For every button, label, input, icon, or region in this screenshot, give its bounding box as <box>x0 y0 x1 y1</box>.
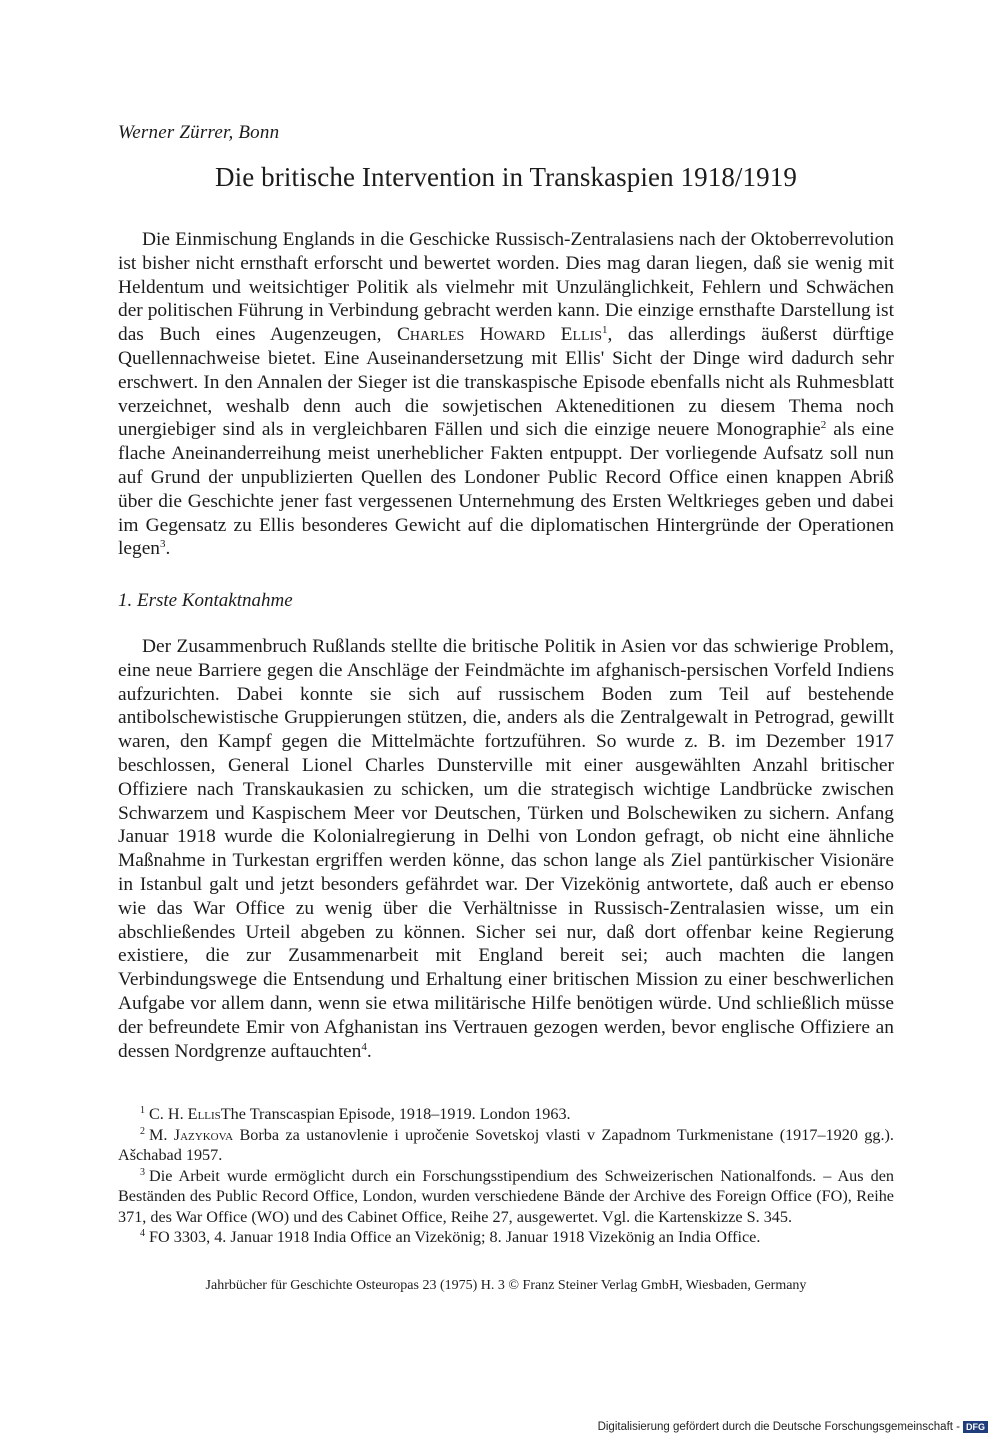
footnote-number: 4 <box>140 1228 145 1239</box>
footnote <box>118 1227 894 1248</box>
intro-text-4: . <box>165 538 171 560</box>
author-line: Werner Zürrer, Bonn <box>118 122 280 143</box>
footnote-ref-2[interactable]: 2 <box>820 419 827 432</box>
section-text-2: . <box>366 1040 372 1062</box>
section-heading: 1. Erste Kontaktnahme <box>118 590 293 611</box>
footnote <box>118 1166 894 1228</box>
section-text-1: Der Zusammenbruch Rußlands stellte die britische Politik in Asien vor das schwierige Problem, eine neue Barriere gegen die Anschläge der Feindmächte im afghanisch-persischen Vorfeld Indiens aufzurichten. Dabei konnte sie sich auf russischem Boden zum Teil auf bestehende antibolschewistische Gruppierungen stützen, die, anders als die Zentralgewalt in Petrograd, gewillt waren, den Kampf gegen die Mittelmächte fortzuführen. So wurde z. B. im Dezember 1917 beschlossen, General Lionel Charles Dunsterville mit einer ausgewählten Anzahl britischer Offiziere nach Transkaukasien zu schicken, um die strategisch wichtige Landbrücke zwischen Schwarzem und Kaspischem Meer vor Deutschen, Türken und Bolschewiken zu sichern. Anfang Januar 1918 wurde die Kolonialregierung in Delhi von London gefragt, ob nicht eine ähnliche Maßnahme in Turkestan ergriffen werden könne, das schon lange als Ziel pantürkischer Visionäre in Istanbul galt und jetzt besonders gefährdet war. Der Vizekönig antwortete, daß auch er ebenso wie das War Office zu wenig über die Verhältnisse in Russisch-Zentralasien wisse, um ein abschließendes Urteil abgeben zu können. Sicher sei nur, daß dort offenbar keine Regierung existiere, die zur Zusammenarbeit mit England bereit sei; auch machten die langen Verbindungswege die Entsendung und Erhaltung einer britischen Mission zu einer beschwerlichen Aufgabe vor allem dann, wenn sie etwa militärische Hilfe benötigen würde. Und schließlich müsse der befreundete Emir von Afghanistan ins Vertrauen gezogen werden, bevor englische Offiziere an dessen Nordgrenze auftauchten <box>118 636 894 1062</box>
article-title: Die britische Intervention in Transkaspien 1918/1919 <box>215 162 797 192</box>
section-paragraph <box>118 635 894 1063</box>
footnote-text: Die Arbeit wurde ermöglicht durch ein Forschungsstipendium des Schweizerischen Nationalfonds. – Aus den Beständen des Public Record Office, London, wurden verschiedene Bände der Archive des Foreign Office (FO), Reihe 371, des War Office (WO) und des Cabinet Office, Reihe 27, ausgewertet. Vgl. die Kartenskizze S. 345. <box>118 1166 894 1226</box>
footnote-ref-1[interactable]: 1 <box>602 324 608 337</box>
footnote-ref-3[interactable]: 3 <box>160 538 166 551</box>
footnote-number: 3 <box>140 1166 145 1178</box>
intro-text-1: Die Einmischung Englands in die Geschicke Russisch-Zentralasiens nach der Oktoberrevolution ist bisher nicht ernsthaft erforscht und bewertet worden. Dies mag daran liegen, daß sie wenig mit Heldentum und weitsichtiger Politik als vielmehr mit Unzulänglichkeit, Fehlern und Schwächen der politischen Führung in Verbindung gebracht werden kann. Die einzige ernsthafte Darstellung ist das Buch eines Augenzeugen, <box>118 229 894 346</box>
publication-line: Jahrbücher für Geschichte Osteuropas 23 (1975) H. 3 © Franz Steiner Verlag GmbH, Wiesbaden, Germany <box>205 1278 807 1293</box>
footnote-number: 2 <box>140 1125 145 1137</box>
digitization-note <box>598 1421 988 1433</box>
dfg-logo: DFG <box>963 1421 988 1433</box>
digitization-text: Digitalisierung gefördert durch die Deutsche Forschungsgemeinschaft - <box>597 1421 960 1433</box>
footnote <box>118 1104 894 1125</box>
footnote-number: 1 <box>140 1105 145 1116</box>
footnote-text: The Transcaspian Episode, 1918–1919. London 1963. <box>220 1105 571 1123</box>
intro-text-2: , das allerdings äußerst dürftige Quellennachweise bietet. Eine Auseinandersetzung mit Ellis' Sicht der Dinge wird dadurch sehr erschwert. In den Annalen der Sieger ist die transkaspische Episode ebenfalls nicht als Ruhmesblatt verzeichnet, weshalb denn auch die sowjetischen Akteneditionen zu diesem Thema noch unergiebiger sind als in vergleichbaren Fällen und sich die einzige neuere Monographie <box>118 324 895 441</box>
intro-text-3: als eine flache Aneinanderreihung meist unerheblicher Fakten entpuppt. Der vorliegende Aufsatz soll nun auf Grund der unpublizierten Quellen des Londoner Public Record Office einen knappen Abriß über die Geschichte jener fast vergessenen Unternehmung des Ersten Weltkrieges geben und dabei im Gegensatz zu Ellis besonderes Gewicht auf die diplomatischen Hintergründe der Operationen legen <box>118 419 894 560</box>
author-reference: Charles Howard Ellis <box>396 324 603 346</box>
footnote-ref-4[interactable]: 4 <box>361 1040 367 1053</box>
footnote-text: FO 3303, 4. Januar 1918 India Office an Vizekönig; 8. Januar 1918 Vizekönig an India Office. <box>149 1228 761 1246</box>
intro-paragraph <box>118 228 894 561</box>
footnote <box>118 1125 894 1166</box>
footnotes <box>118 1104 894 1248</box>
footnote-text: Borba za ustanovlenie i upročenie Sovetskoj vlasti v Zapadnom Turkmenistane (1917–1920 gg.). Ašchabad 1957. <box>118 1125 894 1164</box>
footnote-author: M. Jazykova <box>149 1125 234 1144</box>
footnote-author: C. H. Ellis <box>149 1105 221 1123</box>
